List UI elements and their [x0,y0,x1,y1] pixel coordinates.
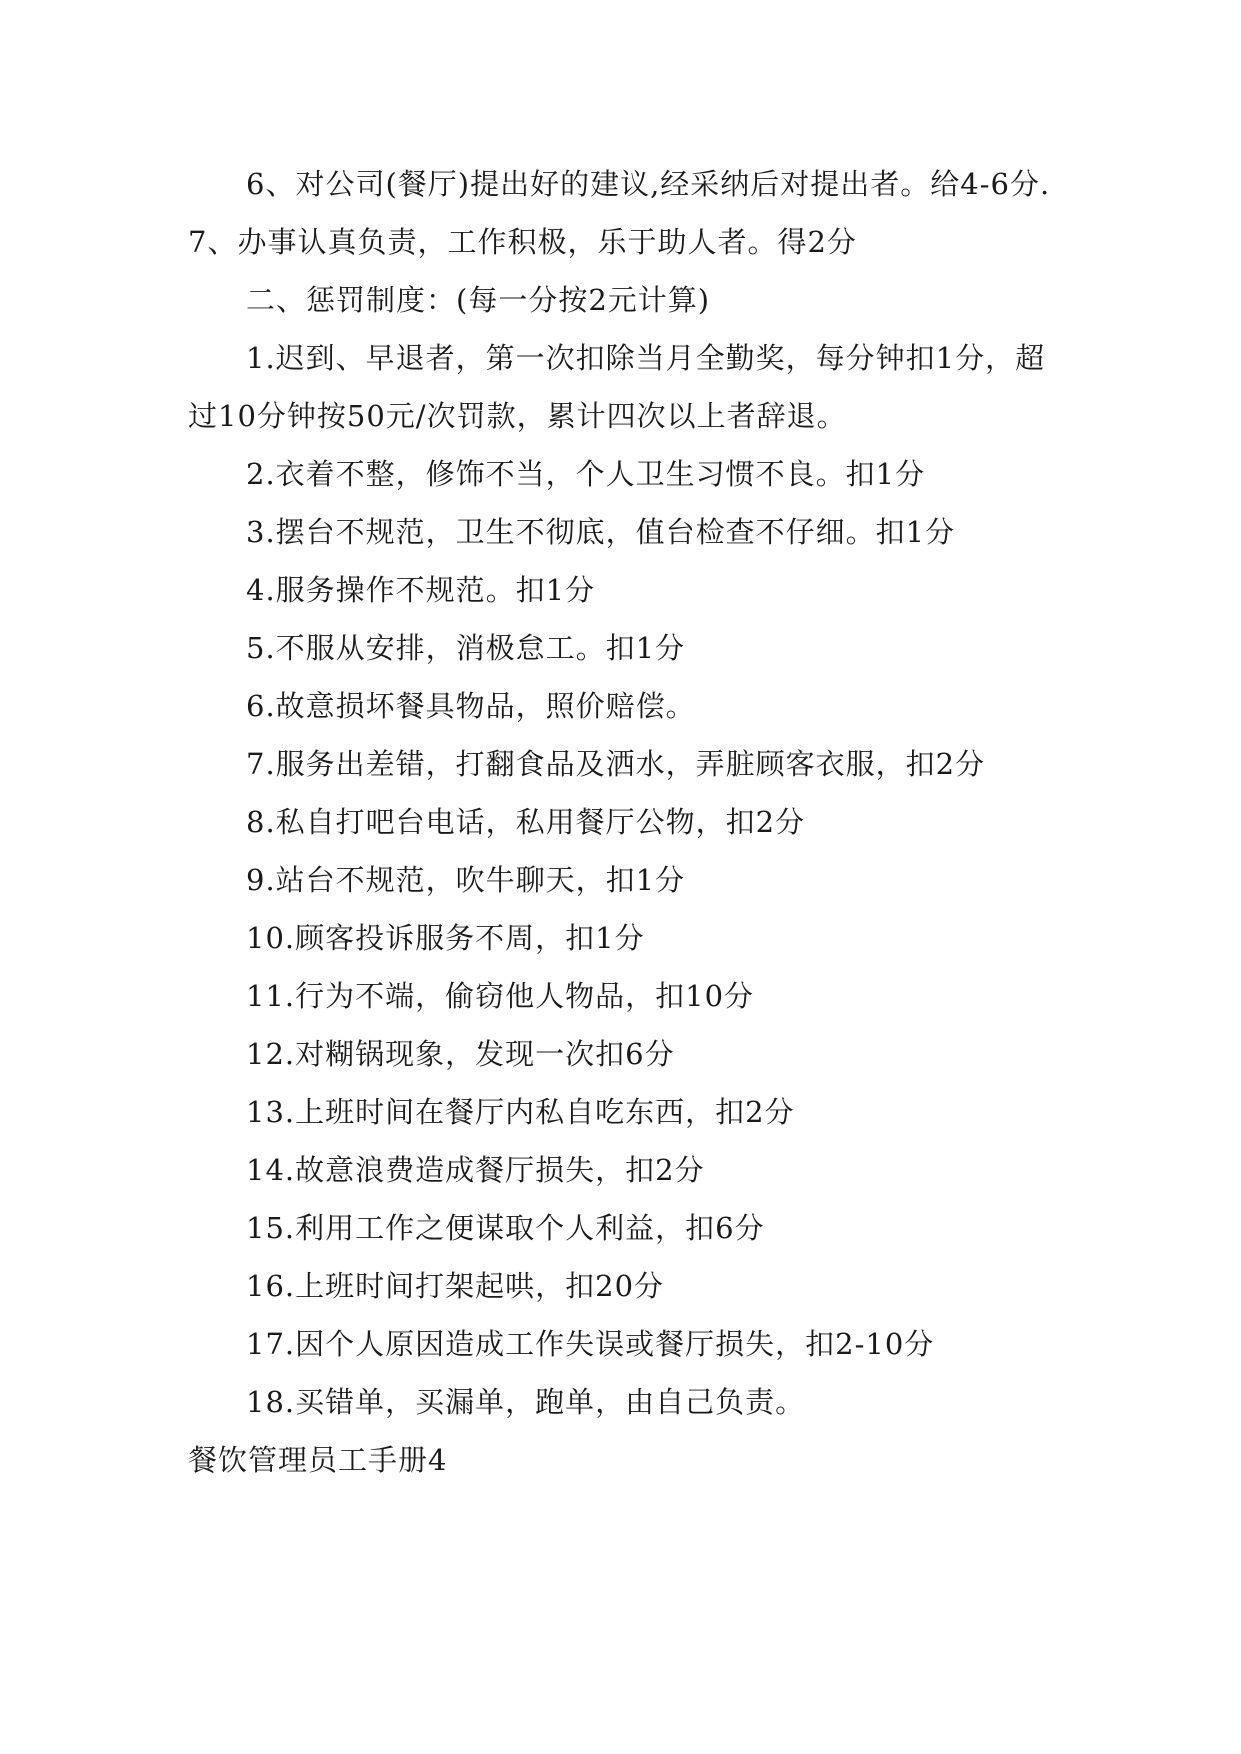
penalty-item-14: 14.故意浪费造成餐厅损失，扣2分 [246,1153,705,1187]
penalty-item-5: 5.不服从安排，消极怠工。扣1分 [246,631,686,665]
penalty-item-17: 17.因个人原因造成工作失误或餐厅损失，扣2-10分 [246,1327,935,1361]
penalty-item-15: 15.利用工作之便谋取个人利益，扣6分 [246,1211,765,1245]
penalty-item-2: 2.衣着不整，修饰不当，个人卫生习惯不良。扣1分 [246,457,926,491]
penalty-item-4: 4.服务操作不规范。扣1分 [246,573,596,607]
penalty-item-7: 7.服务出差错，打翻食品及洒水，弄脏顾客衣服，扣2分 [246,747,986,781]
penalty-item-6: 6.故意损坏餐具物品，照价赔偿。 [246,689,696,723]
paragraph-reward-6-7: 6、对公司(餐厅)提出好的建议,经采纳后对提出者。给4-6分. 7、办事认真负责，工作积极，乐于助人者。得2分 [188,167,1051,259]
section-title: 餐饮管理员工手册4 [188,1443,448,1477]
heading-penalty-system: 二、惩罚制度：(每一分按2元计算) [246,283,711,317]
penalty-item-10: 10.顾客投诉服务不周，扣1分 [246,921,645,955]
penalty-item-11: 11.行为不端，偷窃他人物品，扣10分 [246,979,755,1013]
penalty-item-8: 8.私自打吧台电话，私用餐厅公物，扣2分 [246,805,806,839]
document-body [188,155,1058,1489]
penalty-item-3: 3.摆台不规范，卫生不彻底，值台检查不仔细。扣1分 [246,515,956,549]
penalty-item-13: 13.上班时间在餐厅内私自吃东西，扣2分 [246,1095,795,1129]
penalty-item-9: 9.站台不规范，吹牛聊天，扣1分 [246,863,686,897]
penalty-item-18: 18.买错单，买漏单，跑单，由自己负责。 [246,1385,806,1419]
penalty-item-16: 16.上班时间打架起哄，扣20分 [246,1269,665,1303]
penalty-item-12: 12.对糊锅现象，发现一次扣6分 [246,1037,675,1071]
penalty-item-1: 1.迟到、早退者，第一次扣除当月全勤奖，每分钟扣1分，超过10分钟按50元/次罚款，累计四次以上者辞退。 [188,341,1046,433]
